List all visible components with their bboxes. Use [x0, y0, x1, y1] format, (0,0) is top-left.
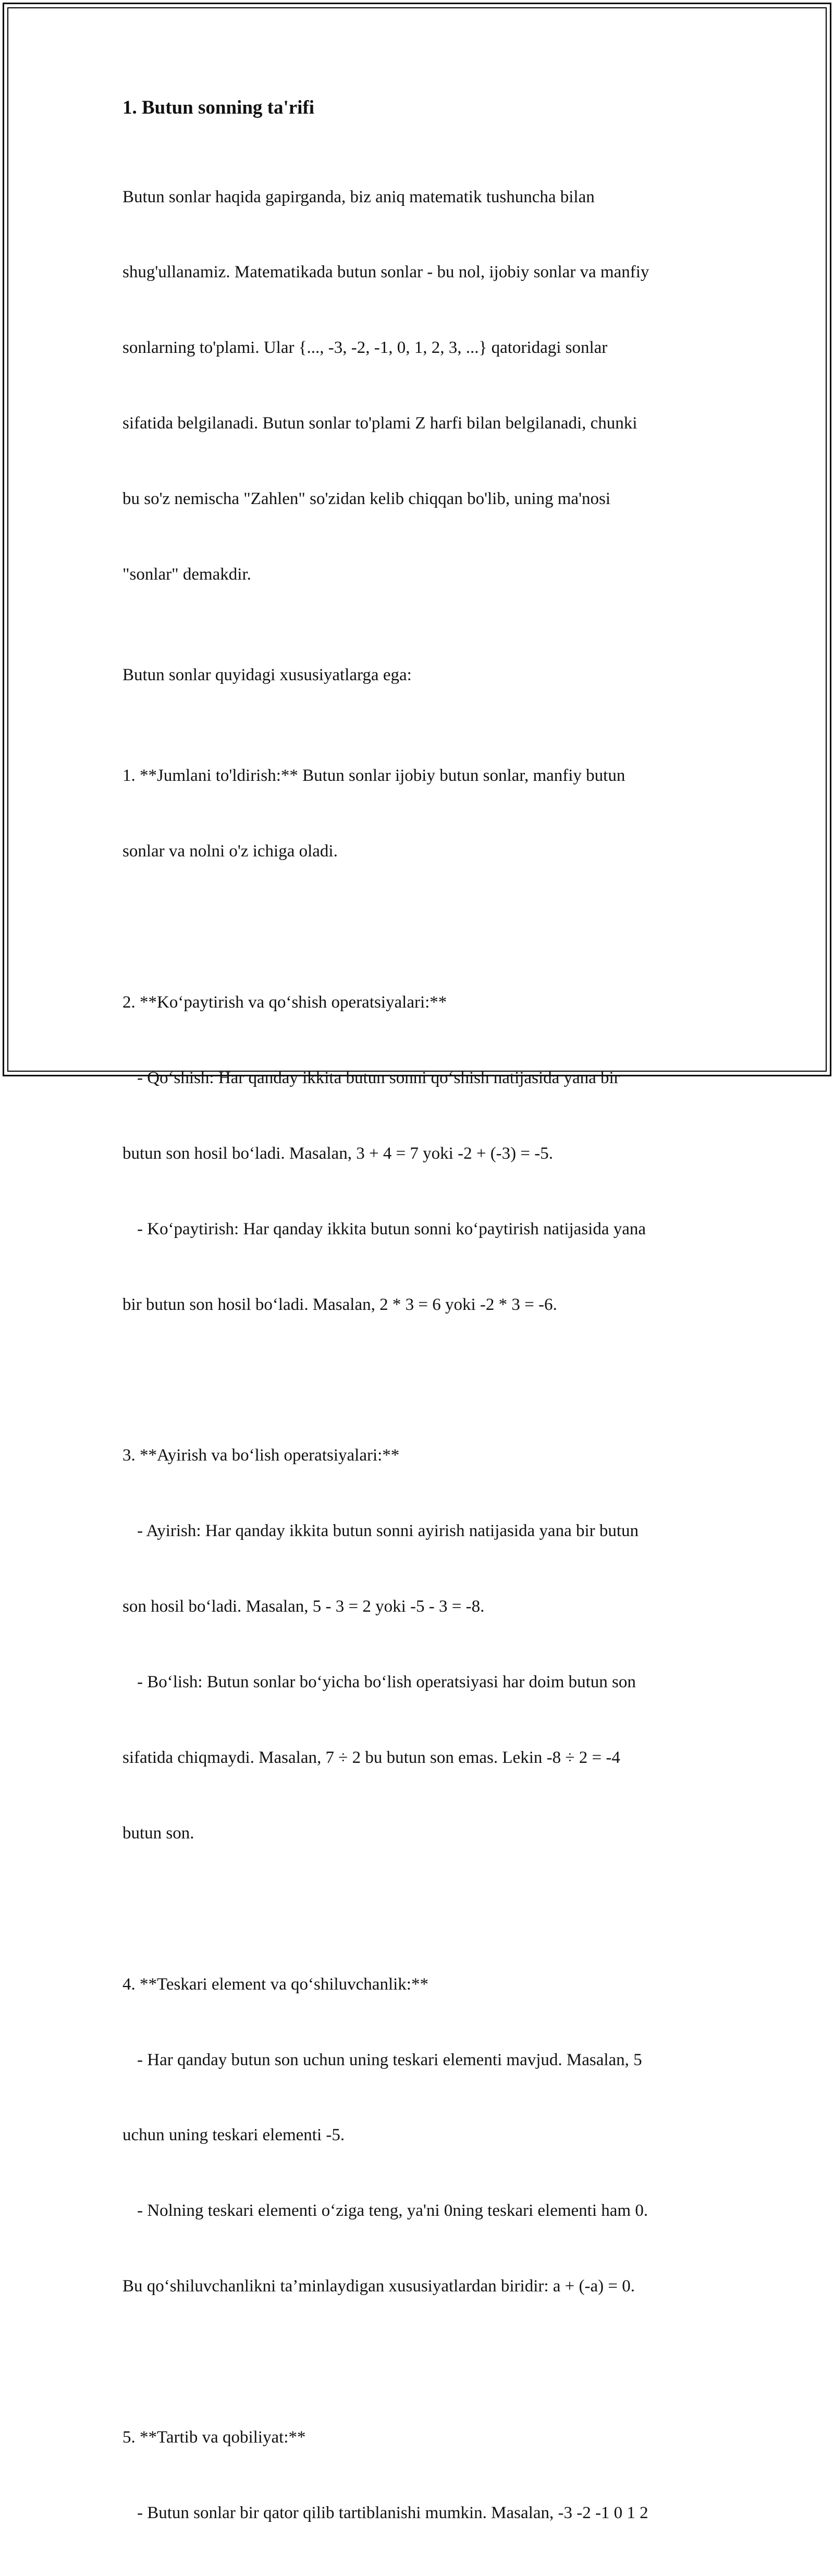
item-heading: 4. **Teskari element va qo‘shiluvchanlik:** — [122, 1974, 428, 1994]
item-line: sonlar va nolni o'z ichiga oladi. — [122, 842, 338, 861]
paragraph-gap — [122, 1368, 738, 1393]
sub-item-line: bir butun son hosil bo‘ladi. Masalan, 2 * 3 = 6 yoki -2 * 3 = -6. — [122, 1295, 557, 1314]
sub-item-line: - Ko‘paytirish: Har qanday ikkita butun sonni ko‘paytirish natijasida yana — [137, 1219, 646, 1238]
item-heading: 2. **Ko‘paytirish va qo‘shish operatsiyalari:** — [122, 993, 447, 1012]
property-item-1 — [122, 713, 738, 914]
property-item-3 — [122, 1393, 738, 1896]
item-heading: 3. **Ayirish va bo‘lish operatsiyalari:** — [122, 1446, 400, 1465]
sub-item-line: - Har qanday butun son uchun uning teskari elementi mavjud. Masalan, 5 — [137, 2050, 642, 2069]
paragraph-gap — [122, 688, 738, 713]
intro-line: Butun sonlar haqida gapirganda, biz aniq matematik tushuncha bilan — [122, 187, 595, 206]
sub-item-line: - Ayirish: Har qanday ikkita butun sonni ayirish natijasida yana bir butun — [137, 1522, 639, 1541]
paragraph-gap — [122, 1896, 738, 1921]
property-item-5 — [122, 2374, 738, 2575]
sub-item-line: son hosil bo‘ladi. Masalan, 5 - 3 = 2 yoki -5 - 3 = -8. — [122, 1597, 485, 1616]
paragraph-gap — [122, 2349, 738, 2374]
intro-paragraph — [122, 134, 738, 637]
sub-item-line: - Bo‘lish: Butun sonlar bo‘yicha bo‘lish operatsiyasi har doim butun son — [137, 1673, 636, 1692]
sub-item-line: - Qo‘shish: Har qanday ikkita butun sonni qo‘shish natijasida yana bir — [137, 1068, 620, 1087]
sub-item-line: butun son. — [122, 1823, 194, 1843]
sub-item-line: sifatida chiqmaydi. Masalan, 7 ÷ 2 bu butun son emas. Lekin -8 ÷ 2 = -4 — [122, 1748, 620, 1767]
intro-line: sonlarning to'plami. Ular {..., -3, -2, -1, 0, 1, 2, 3, ...} qatoridagi sonlar — [122, 338, 608, 358]
sub-item-line: - Butun sonlar bir qator qilib tartiblanishi mumkin. Masalan, -3 -2 -1 0 1 2 — [137, 2503, 648, 2522]
document-body — [122, 96, 738, 2576]
section-title: 1. Butun sonning ta'rifi — [122, 97, 315, 118]
properties-intro: Butun sonlar quyidagi xususiyatlarga ega: — [122, 666, 412, 685]
paragraph-gap — [122, 637, 738, 663]
item-heading: 5. **Tartib va qobiliyat:** — [122, 2428, 306, 2447]
sub-item-line: uchun uning teskari elementi -5. — [122, 2126, 345, 2145]
sub-item-line: butun son hosil bo‘ladi. Masalan, 3 + 4 = 7 yoki -2 + (-3) = -5. — [122, 1144, 554, 1163]
sub-item-line: - Nolning teskari elementi o‘ziga teng, ya'ni 0ning teskari elementi ham 0. — [137, 2201, 648, 2221]
intro-line: "sonlar" demakdir. — [122, 565, 251, 584]
intro-line: sifatida belgilanadi. Butun sonlar to'plami Z harfi bilan belgilanadi, chunki — [122, 414, 637, 433]
intro-line: bu so'z nemischa "Zahlen" so'zidan kelib chiqqan bo'lib, uning ma'nosi — [122, 489, 611, 509]
item-line: 1. **Jumlani to'ldirish:** Butun sonlar ijobiy butun sonlar, manfiy butun — [122, 766, 626, 786]
property-item-4 — [122, 1921, 738, 2349]
sub-item-line: Bu qo‘shiluvchanlikni ta’minlaydigan xususiyatlardan biridir: a + (-a) = 0. — [122, 2277, 635, 2296]
paragraph-gap — [122, 914, 738, 939]
property-item-2 — [122, 940, 738, 1368]
intro-line: shug'ullanamiz. Matematikada butun sonlar - bu nol, ijobiy sonlar va manfiy — [122, 263, 649, 282]
